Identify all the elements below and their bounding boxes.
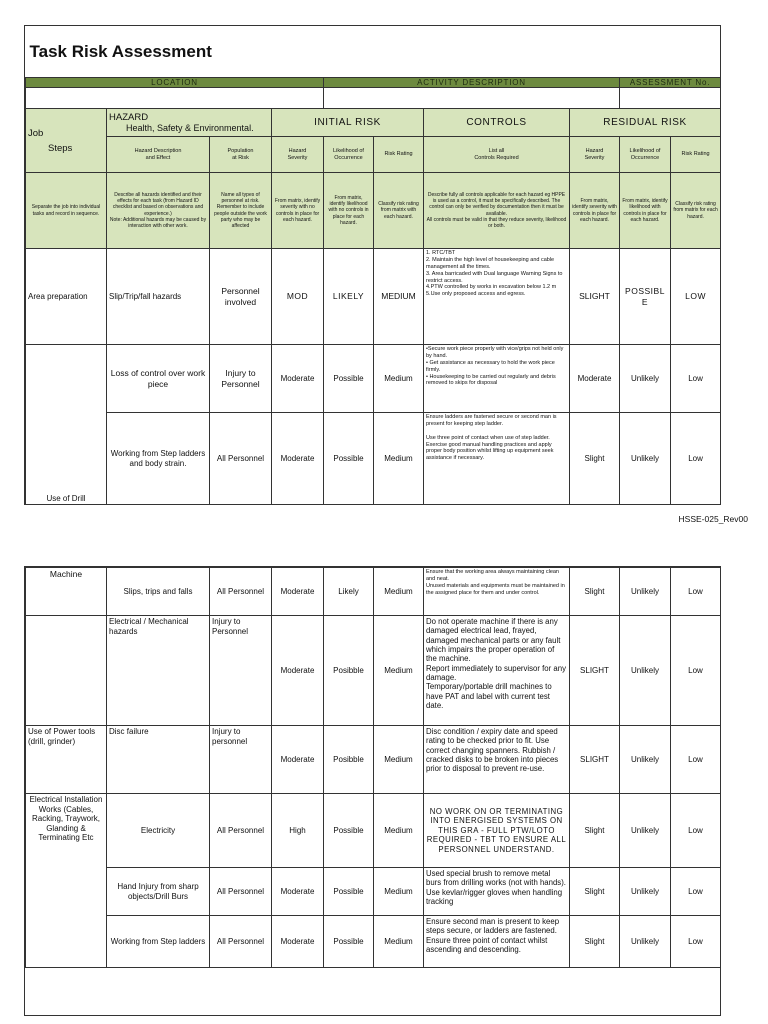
residual-severity-cell: Slight [570,916,620,968]
table-row-empty [26,968,721,1014]
controls-cell: •Secure work piece properly with vice/grips not held only by hand. • Get assistance as necessary to hold the work piece firmly. • Housekeeping to be carried out regularly and debris removed to skips for disposal [424,345,570,413]
risk-assessment-page-2 [24,566,721,1016]
controls-cell: Ensure second man is present to keep steps secure, or ladders are fastened. Ensure three point of contact whilst ascending and descending. [424,916,570,968]
controls-header: CONTROLS [424,109,570,137]
likelihood-cell: Posibble [324,726,374,794]
likelihood-cell: Possible [324,916,374,968]
risk-assessment-table-2 [25,567,721,1014]
residual-rating-cell: Low [671,345,721,413]
population-cell: All Personnel [210,916,272,968]
residual-rating-guidance: Classify risk rating from matrix for each hazard. [671,173,721,249]
table-row [26,868,721,916]
hazard-header-title: HAZARD [109,112,149,123]
severity-guidance: From matrix, identify severity with no controls in place for each hazard. [272,173,324,249]
controls-cell: Used special brush to remove metal burs from drilling works (not with hands). Use kevlar/rigger gloves when handling tracking [424,868,570,916]
activity-description-label: ACTIVITY DESCRIPTION [324,78,620,88]
residual-likelihood-cell: Unlikely [620,345,671,413]
rating-cell: Medium [374,616,424,726]
residual-rating-cell: Low [671,868,721,916]
hazard-cell: Electricity [107,794,210,868]
likelihood-cell: Posibble [324,616,374,726]
residual-rating-cell: Low [671,413,721,505]
residual-severity-cell: Slight [570,413,620,505]
hazard-cell: Slips, trips and falls [107,568,210,616]
population-cell: Personnel involved [210,249,272,345]
residual-rating-cell: Low [671,916,721,968]
residual-severity-cell: SLIGHT [570,616,620,726]
population-cell: Injury to Personnel [210,345,272,413]
severity-cell: Moderate [272,413,324,505]
rating-cell: Medium [374,413,424,505]
residual-likelihood-cell: Unlikely [620,916,671,968]
residual-likelihood-guidance: From matrix, identify likelihood with controls in place for each hazard. [620,173,671,249]
controls-cell: Do not operate machine if there is any damaged electrical lead, frayed, damaged mechanical parts or any fault which impairs the proper operation of the machine. Report immediately to supervisor for any damage. Temporary/portable drill machines to have PAT and label with current test date. [424,616,570,726]
likelihood-cell: Possible [324,794,374,868]
residual-likelihood-cell: Unlikely [620,616,671,726]
residual-likelihood-cell: POSSIBLE [620,249,671,345]
residual-rating-cell: Low [671,726,721,794]
job-steps-header [26,109,107,173]
residual-likelihood-cell: Unlikely [620,868,671,916]
activity-description-value[interactable] [324,88,620,109]
hazard-header-subtitle: Health, Safety & Environmental. [126,123,254,133]
rating-cell: Medium [374,345,424,413]
job-step-cell: Electrical Installation Works (Cables, Racking, Traywork, Glanding & Terminating Etc [26,794,107,968]
severity-cell: High [272,794,324,868]
table-row [26,345,721,413]
residual-rating-cell: Low [671,568,721,616]
hazard-header [107,109,272,137]
population-cell: All Personnel [210,413,272,505]
severity-cell: Moderate [272,868,324,916]
initial-risk-header: INITIAL RISK [272,109,424,137]
job-step-cell: Area preparation [26,249,107,345]
residual-severity-header: Hazard Severity [570,137,620,173]
population-guidance: Name all types of personnel at risk. Remember to include people outside the work party who may be affected [210,173,272,249]
severity-cell: Moderate [272,345,324,413]
hazard-description-header: Hazard Description and Effect [107,137,210,173]
residual-likelihood-cell: Unlikely [620,413,671,505]
risk-assessment-page-1 [24,25,721,505]
residual-rating-header: Risk Rating [671,137,721,173]
severity-cell: Moderate [272,616,324,726]
severity-cell: MOD [272,249,324,345]
job-step-cell: Machine [26,568,107,616]
likelihood-header: Likelihood of Occurrence [324,137,374,173]
rating-cell: Medium [374,868,424,916]
controls-cell: NO WORK ON OR TERMINATING INTO ENERGISED SYSTEMS ON THIS GRA - FULL PTW/LOTO REQUIRED - TBT TO ENSURE ALL PERSONNEL UNDERSTAND. [424,794,570,868]
table-row [26,616,721,726]
job-step-cell [26,345,107,505]
controls-cell: Disc condition / expiry date and speed rating to be checked prior to fit. Use correct changing spanners. Rubbish / cracked disks to be broken into pieces prior to disposal to prevent re-use. [424,726,570,794]
residual-severity-guidance: From matrix, identify severity with controls in place for each hazard. [570,173,620,249]
table-row [26,916,721,968]
risk-assessment-table-1 [25,26,721,505]
residual-rating-cell: Low [671,794,721,868]
residual-severity-cell: Slight [570,568,620,616]
location-label: LOCATION [26,78,324,88]
list-controls-header: List all Controls Required [424,137,570,173]
rating-cell: Medium [374,794,424,868]
severity-cell: Moderate [272,916,324,968]
residual-likelihood-header: Likelihood of Occurrence [620,137,671,173]
job-step-cell: Use of Power tools (drill, grinder) [26,726,107,794]
table-row [26,726,721,794]
hazard-cell: Hand Injury from sharp objects/Drill Burs [107,868,210,916]
population-cell: All Personnel [210,868,272,916]
rating-cell: Medium [374,916,424,968]
residual-rating-cell: LOW [671,249,721,345]
rating-guidance: Classify risk rating from matrix with each hazard. [374,173,424,249]
hazard-guidance: Describe all hazards identified and their effects for each task (from Hazard ID checklist and based on observations and experience.) Note: Additional hazards may be caused by interaction with other work. [107,173,210,249]
residual-severity-cell: Moderate [570,345,620,413]
residual-severity-cell: Slight [570,794,620,868]
hazard-cell: Working from Step ladders and body strain. [107,413,210,505]
table-row [26,794,721,868]
rating-cell: MEDIUM [374,249,424,345]
rating-cell: Medium [374,568,424,616]
document-title: Task Risk Assessment [29,41,212,61]
job-guidance: Separate the job into individual tasks and record in sequence. [26,173,107,249]
likelihood-cell: Likely [324,568,374,616]
document-reference: HSSE-025_Rev00 [678,514,748,524]
controls-cell: Ensure that the working area always maintaining clean and neat. Unused materials and equipments must be maintained in the assigned place for them and under control. [424,568,570,616]
table-row [26,249,721,345]
population-cell: Injury to personnel [210,726,272,794]
population-header: Population at Risk [210,137,272,173]
residual-likelihood-cell: Unlikely [620,726,671,794]
residual-severity-cell: Slight [570,868,620,916]
controls-cell: Ensure ladders are fastened secure or second man is present for keeping step ladder. Use three point of contact when use of step ladder. Exercise good manual handling practices and apply proper body position whilst lifting up equipment seek assistance if necessary. [424,413,570,505]
assessment-number-value[interactable] [620,88,721,109]
residual-rating-cell: Low [671,616,721,726]
hazard-severity-header: Hazard Severity [272,137,324,173]
hazard-cell: Electrical / Mechanical hazards [107,616,210,726]
population-cell: All Personnel [210,794,272,868]
likelihood-cell: Possible [324,868,374,916]
controls-cell: 1. RTC/TBT 2. Maintain the high level of housekeeping and cable management all the times. 3. Area barricaded with Dual language Warning Signs to restrict access. 4.PTW controlled by works in excavation below 1.2 m 5.Use only proposed access and egress. [424,249,570,345]
likelihood-cell: Possible [324,345,374,413]
job-steps-header-line2: Steps [48,142,73,154]
population-cell: All Personnel [210,568,272,616]
controls-guidance: Describe fully all controls applicable for each hazard eg HPPE is used as a control, it must be specifically described. The control can only be verified by documentation then it must be available. All controls must be valid in that they reduce severity, likelihood or both. [424,173,570,249]
population-cell: Injury to Personnel [210,616,272,726]
assessment-number-label: ASSESSMENT No. [620,78,721,88]
job-step-text: Use of Drill [46,494,86,504]
location-value[interactable] [26,88,324,109]
hazard-cell: Slip/Trip/fall hazards [107,249,210,345]
hazard-cell: Working from Step ladders [107,916,210,968]
job-step-cell [26,616,107,726]
severity-cell: Moderate [272,568,324,616]
hazard-cell: Disc failure [107,726,210,794]
likelihood-cell: Possible [324,413,374,505]
job-steps-header-line1: Job [28,127,44,139]
rating-cell: Medium [374,726,424,794]
residual-likelihood-cell: Unlikely [620,794,671,868]
severity-cell: Moderate [272,726,324,794]
likelihood-cell: LIKELY [324,249,374,345]
table-row [26,568,721,616]
risk-rating-header: Risk Rating [374,137,424,173]
hazard-cell: Loss of control over work piece [107,345,210,413]
likelihood-guidance: From matrix, identify likelihood with no controls in place for each hazard. [324,173,374,249]
residual-risk-header: RESIDUAL RISK [570,109,721,137]
residual-severity-cell: SLIGHT [570,726,620,794]
residual-severity-cell: SLIGHT [570,249,620,345]
table-row [26,413,721,505]
residual-likelihood-cell: Unlikely [620,568,671,616]
